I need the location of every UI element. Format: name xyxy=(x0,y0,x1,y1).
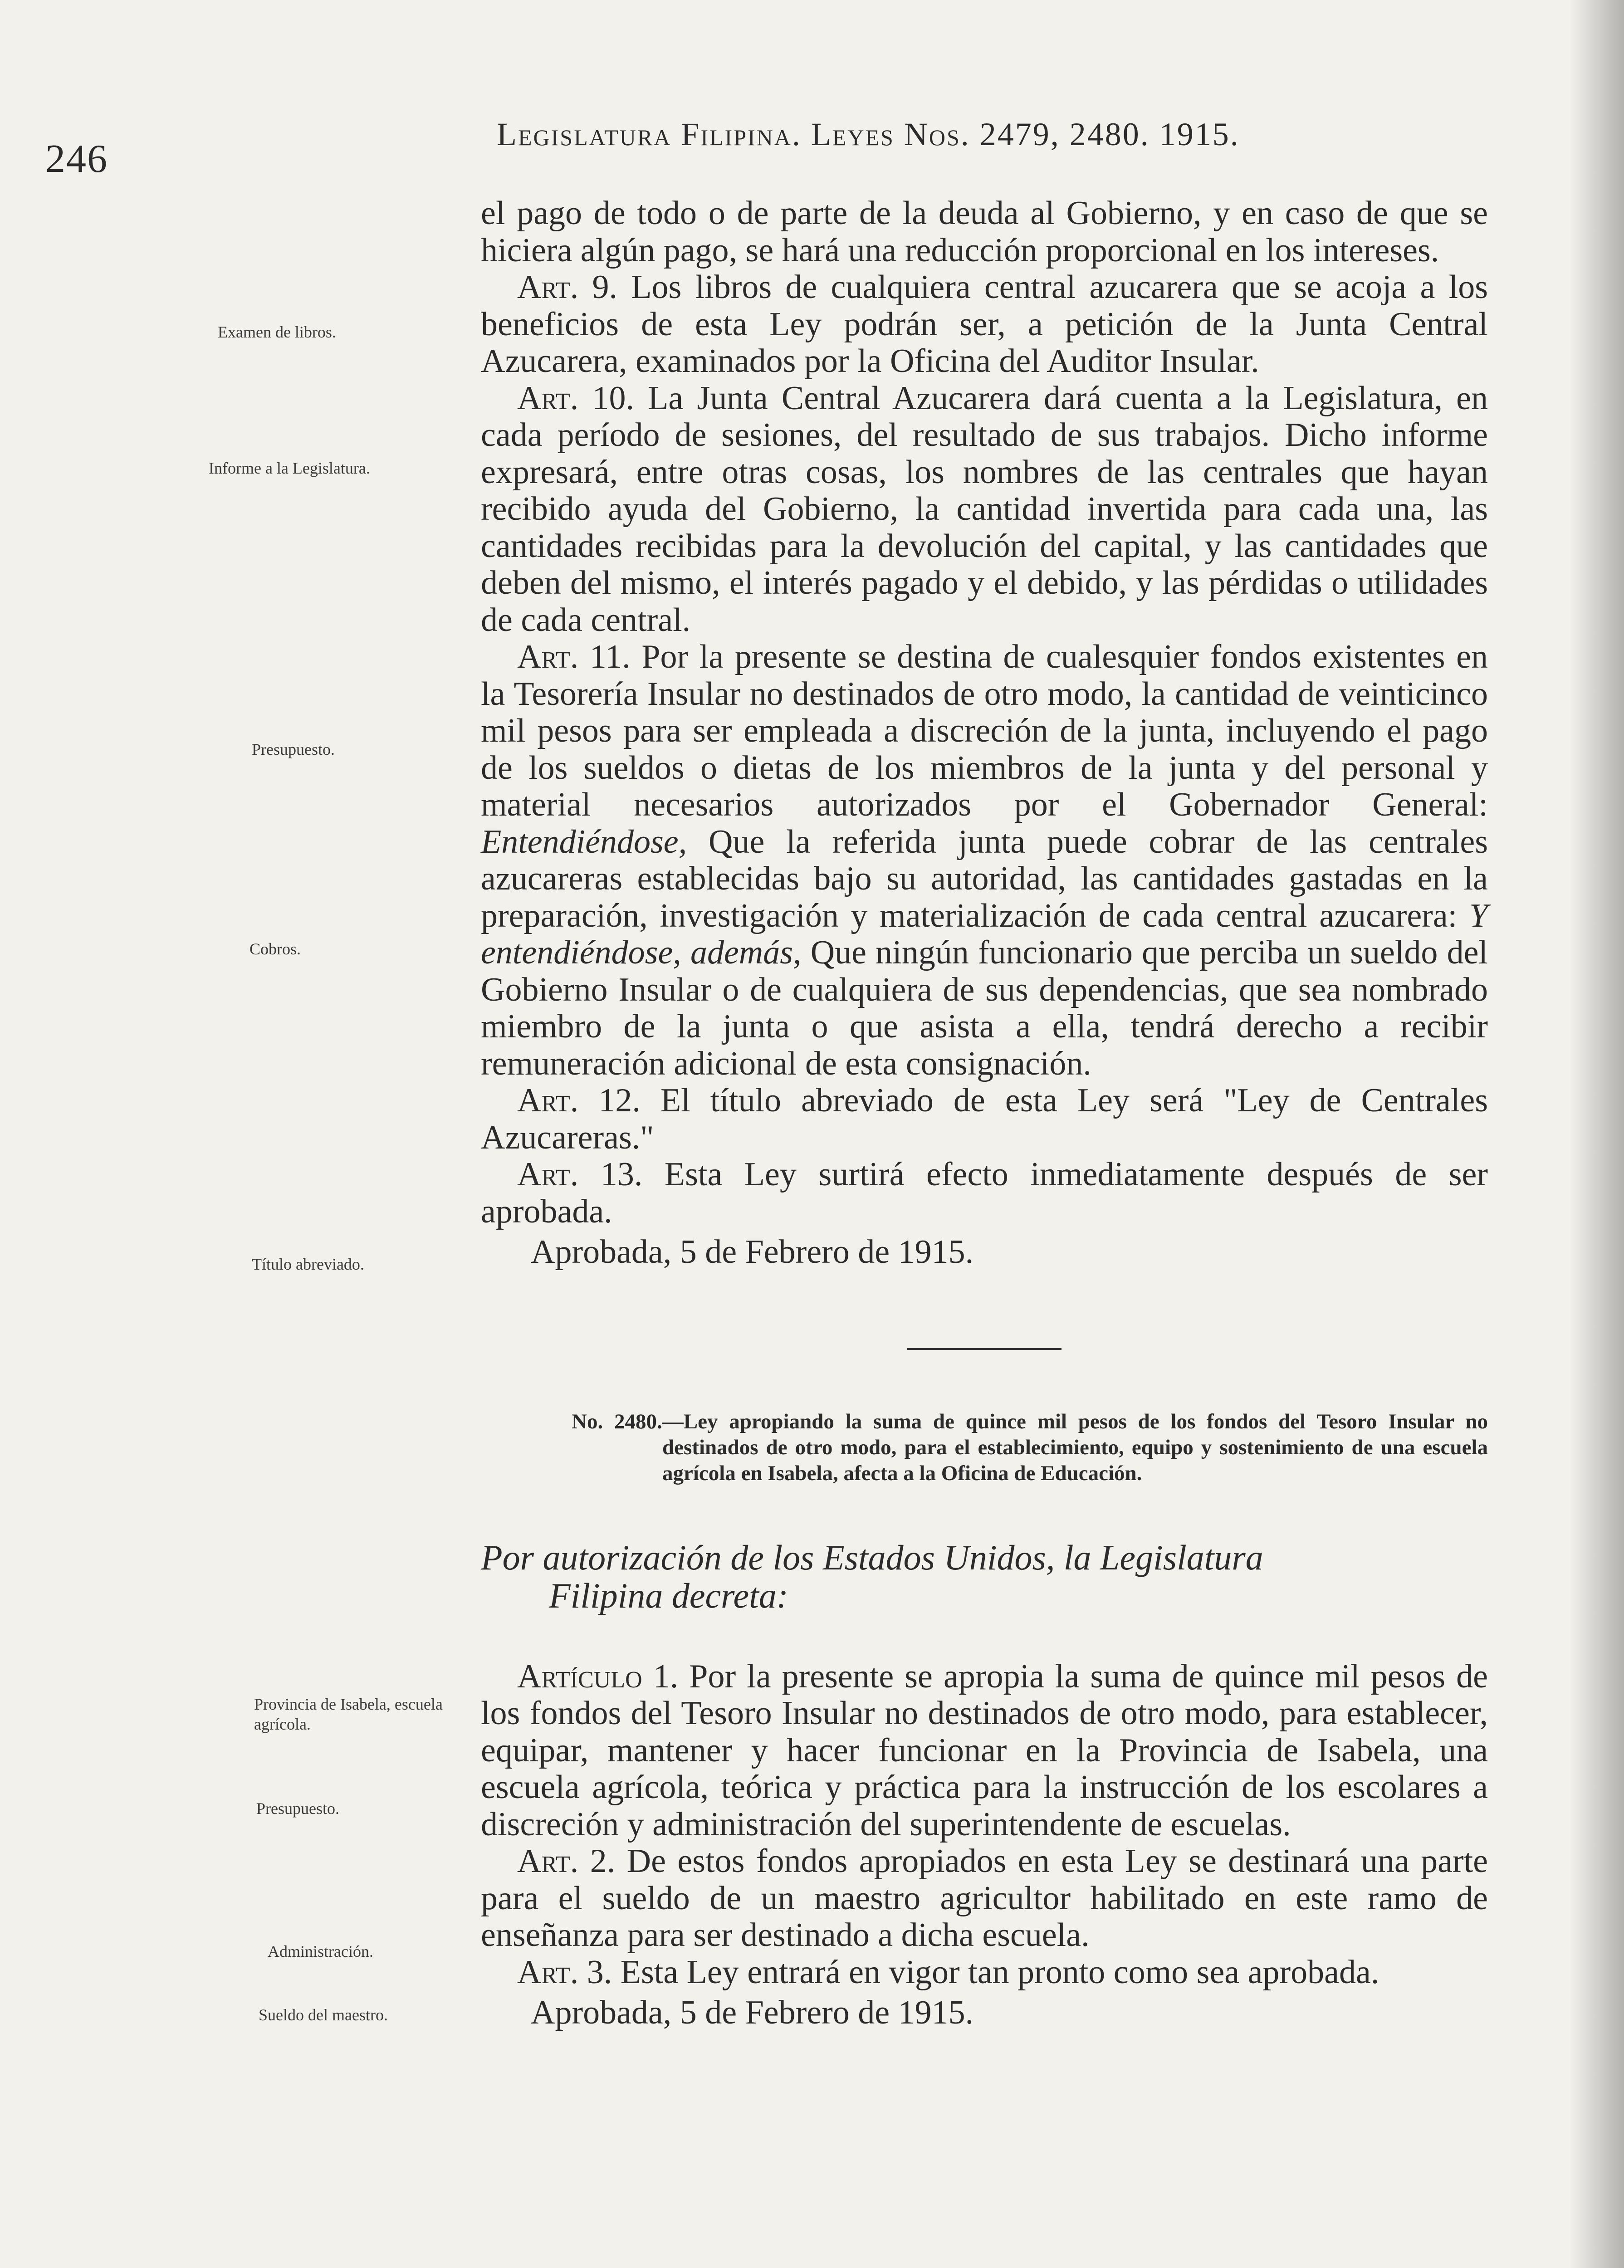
margin-note-sueldo-maestro: Sueldo del maestro. xyxy=(259,2006,388,2024)
enacting-clause-line-2: Filipina decreta: xyxy=(549,1575,788,1615)
article-13 xyxy=(481,1156,1488,1230)
article-10-label: Art. 10. xyxy=(517,379,634,417)
article-12-text: El título abreviado de esta Ley será "Ley de Centrales Azucareras." xyxy=(481,1082,1488,1156)
article-11-proviso-2: Y entendiéndose, además, xyxy=(481,897,1488,971)
enacting-clause-line-1: Por autorización de los Estados Unidos, la Legislatura xyxy=(481,1537,1263,1577)
article-11-text-c: Que ningún funcionario que perciba un sueldo del Gobierno Insular o de cualquiera de sus dependencias, que sea nombrado miembro de la junta o que asista a ella, tendrá derecho a recibir remuneración adicional de esta consignación. xyxy=(481,934,1488,1082)
law-2480-title xyxy=(572,1409,1488,1486)
article-2 xyxy=(481,1843,1488,1954)
approval-date-2479: Aprobada, 5 de Febrero de 1915. xyxy=(531,1233,974,1271)
article-13-label: Art. 13. xyxy=(517,1156,643,1193)
margin-note-titulo-abreviado: Título abreviado. xyxy=(252,1255,364,1273)
law-2480-number: No. 2480. xyxy=(572,1409,662,1433)
article-2-text: De estos fondos apropiados en esta Ley se destinará una parte para el sueldo de un maestro agricultor habilitado en este ramo de enseñanza para ser destinado a dicha escuela. xyxy=(481,1843,1488,1954)
article-13-text: Esta Ley surtirá efecto inmediatamente después de ser aprobada. xyxy=(481,1156,1488,1230)
article-11-proviso-1: Entendiéndose, xyxy=(481,823,687,860)
margin-notes xyxy=(0,0,472,2268)
margin-note-provincia-isabela: Provincia de Isabela, escuela agrícola. xyxy=(254,1695,443,1733)
article-3-text: Esta Ley entrará en vigor tan pronto como sea aprobada. xyxy=(620,1953,1379,1991)
article-2-label: Art. 2. xyxy=(517,1843,616,1880)
running-head: Legislatura Filipina. Leyes Nos. 2479, 2480. 1915. xyxy=(497,116,1240,152)
continuation-paragraph: el pago de todo o de parte de la deuda al Gobierno, y en caso de que se hiciera algún pago, se hará una reducción proporcional en los intereses. xyxy=(481,195,1488,269)
article-11 xyxy=(481,639,1488,1082)
margin-note-examen: Examen de libros. xyxy=(218,323,336,341)
margin-note-administracion: Administración. xyxy=(268,1942,373,1960)
margin-note-cobros: Cobros. xyxy=(249,940,301,958)
article-9-label: Art. 9. xyxy=(517,269,618,306)
article-10 xyxy=(481,380,1488,639)
article-1-label: Artículo 1. xyxy=(517,1657,679,1695)
article-1 xyxy=(481,1658,1488,1843)
article-1-text: Por la presente se apropia la suma de quince mil pesos de los fondos del Tesoro Insular no destinados de otro modo, para establecer, equipar, mantener y hacer funcionar en la Provincia de Isabela, una escuela agrícola, teórica y práctica para la instrucción de los escolares a discreción y administración del superintendente de escuelas. xyxy=(481,1657,1488,1843)
margin-note-presupuesto-2480: Presupuesto. xyxy=(256,1799,339,1818)
article-9 xyxy=(481,269,1488,380)
article-10-text: La Junta Central Azucarera dará cuenta a la Legislatura, en cada período de sesiones, del resultado de sus trabajos. Dicho informe expresará, entre otras cosas, los nombres de las centrales que hayan recibido ayuda del Gobierno, la cantidad invertida para cada una, las cantidades recibidas para la devolución del capital, y las cantidades que deben del mismo, el interés pagado y el debido, y las pérdidas o utilidades de cada central. xyxy=(481,379,1488,639)
main-text xyxy=(481,195,1488,2032)
article-12-label: Art. 12. xyxy=(517,1082,641,1119)
section-divider xyxy=(907,1348,1061,1350)
enacting-clause xyxy=(481,1539,1488,1615)
page-edge-shadow xyxy=(1570,0,1624,2268)
article-12 xyxy=(481,1082,1488,1156)
page-number: 246 xyxy=(45,137,108,181)
article-11-text-a: Por la presente se destina de cualesquier fondos existentes en la Tesorería Insular no destinados de otro modo, la cantidad de veinticinco mil pesos para ser empleada a discreción de la junta, incluyendo el pago de los sueldos o dietas de los miembros de la junta y del personal y material necesarios autorizados por el Gobernador General: xyxy=(481,638,1488,823)
article-3-label: Art. 3. xyxy=(517,1953,612,1991)
approval-date-2480: Aprobada, 5 de Febrero de 1915. xyxy=(531,1994,974,2031)
article-11-text-b: Que la referida junta puede cobrar de las centrales azucareras establecidas bajo su autoridad, las cantidades gastadas en la preparación, investigación y materialización de cada central azucarera: xyxy=(481,823,1488,934)
article-3 xyxy=(481,1954,1488,1991)
margin-note-informe: Informe a la Legislatura. xyxy=(209,459,370,477)
article-11-label: Art. 11. xyxy=(517,638,631,675)
margin-note-presupuesto: Presupuesto. xyxy=(252,740,335,758)
law-2480-title-text: —Ley apropiando la suma de quince mil pesos de los fondos del Tesoro Insular no destinados de otro modo, para el establecimiento, equipo y sostenimiento de una escuela agrícola en Isabela, afecta a la Oficina de Educación. xyxy=(662,1409,1488,1485)
article-9-text: Los libros de cualquiera central azucarera que se acoja a los beneficios de esta Ley podrán ser, a petición de la Junta Central Azucarera, examinados por la Oficina del Auditor Insular. xyxy=(481,269,1488,380)
